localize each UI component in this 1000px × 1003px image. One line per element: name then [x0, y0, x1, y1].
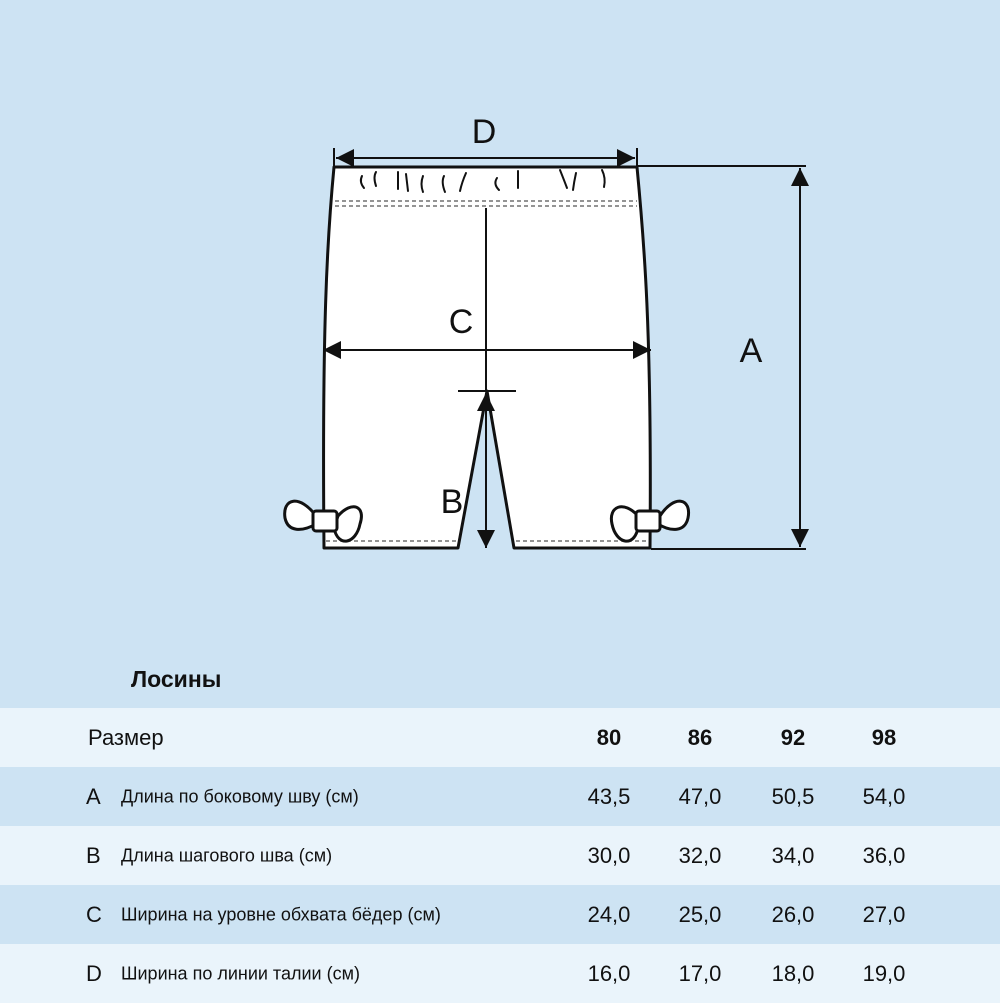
row-letter: D: [86, 960, 102, 986]
size-86: 86: [687, 724, 713, 750]
label-c: C: [448, 303, 474, 341]
row-value: 25,0: [678, 901, 722, 927]
size-80: 80: [596, 724, 622, 750]
size-98: 98: [871, 724, 897, 750]
row-value: 18,0: [771, 960, 815, 986]
row-value: 36,0: [862, 842, 906, 868]
row-value: 30,0: [587, 842, 631, 868]
row-value: 47,0: [678, 783, 722, 809]
row-letter: C: [86, 901, 102, 927]
product-title: Лосины: [131, 666, 222, 692]
row-label: Длина шагового шва (см): [121, 845, 333, 865]
row-value: 17,0: [678, 960, 722, 986]
table-row-c: [0, 885, 1000, 944]
size-table: [0, 708, 1000, 1003]
dimension-d: [334, 148, 637, 168]
row-value: 26,0: [771, 901, 815, 927]
table-row-d: [0, 944, 1000, 1003]
row-letter: A: [86, 783, 101, 809]
row-value: 19,0: [862, 960, 906, 986]
row-value: 34,0: [771, 842, 815, 868]
row-letter: B: [86, 842, 101, 868]
size-header-label: Размер: [88, 724, 164, 750]
row-label: Длина по боковому шву (см): [121, 786, 359, 806]
row-value: 43,5: [587, 783, 631, 809]
row-value: 54,0: [862, 783, 906, 809]
table-row-b: [0, 826, 1000, 885]
label-b: B: [440, 483, 464, 521]
row-value: 32,0: [678, 842, 722, 868]
table-row-a: [0, 767, 1000, 826]
size-92: 92: [780, 724, 806, 750]
row-value: 24,0: [587, 901, 631, 927]
dimension-a: [637, 166, 806, 549]
row-label: Ширина по линии талии (см): [121, 963, 360, 983]
row-value: 16,0: [587, 960, 631, 986]
row-value: 50,5: [771, 783, 815, 809]
table-header-row: [0, 708, 1000, 767]
label-d: D: [471, 113, 497, 151]
row-label: Ширина на уровне обхвата бёдер (см): [121, 904, 441, 924]
label-a: A: [739, 332, 763, 370]
row-value: 27,0: [862, 901, 906, 927]
